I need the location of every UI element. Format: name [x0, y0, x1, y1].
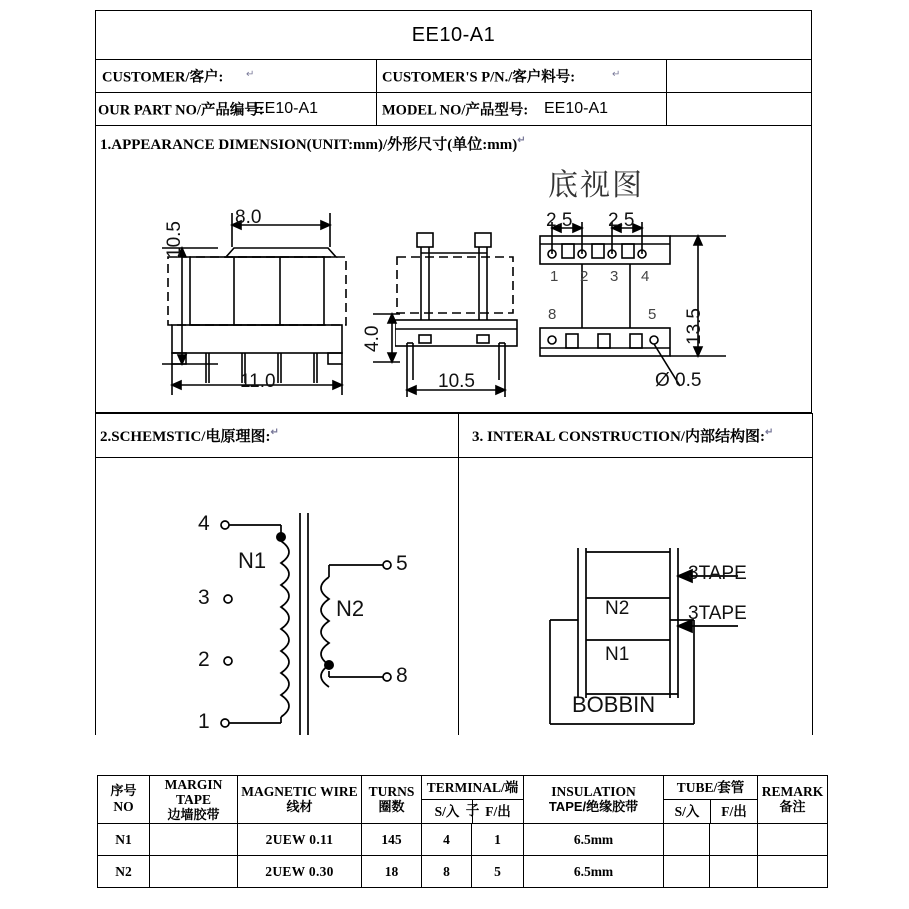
- cell-turns: 145: [362, 824, 422, 856]
- frame-line-right: [812, 413, 813, 735]
- frame-line-subheader: [95, 457, 812, 458]
- th-turns: TURNS 圈数: [362, 776, 422, 824]
- construction-bobbin-label: BOBBIN: [572, 692, 656, 717]
- cell-tube-s: [664, 824, 710, 856]
- schematic-pin-5: 5: [396, 552, 408, 575]
- th-tube-f: F/出: [721, 804, 747, 819]
- schematic-winding-n1: N1: [238, 548, 267, 573]
- th-terminal: TERMINAL/端子 S/入 F/出: [422, 776, 524, 824]
- table-row: [98, 856, 828, 888]
- winding-table: [97, 775, 828, 888]
- cell-tube-f: [710, 824, 758, 856]
- construction-layer-n2: N2: [605, 598, 630, 619]
- th-no: 序号 NO: [98, 776, 150, 824]
- bottom-view-pitch-dim-1: 2.5: [546, 210, 573, 231]
- front-view-height-dim: 10.5: [164, 221, 185, 258]
- schematic-winding-n2: N2: [336, 596, 365, 621]
- th-remark: REMARK 备注: [758, 776, 828, 824]
- bottom-view-pin-8: 8: [548, 306, 557, 323]
- construction-tape-label-2: 3TAPE: [688, 603, 747, 624]
- schematic-pin-1: 1: [198, 710, 210, 733]
- th-tube-s: S/入: [664, 800, 711, 823]
- construction-heading: 3. INTERAL CONSTRUCTION/内部结构图:↵: [472, 427, 774, 445]
- spec-divider: [666, 60, 667, 92]
- spec-row-customer: [95, 60, 812, 93]
- spec-divider: [376, 93, 377, 125]
- th-insulation-tape: INSULATION TAPE/绝缘胶带: [524, 776, 664, 824]
- page-title: EE10-A1: [411, 23, 496, 46]
- frame-line-top: [95, 413, 812, 414]
- schematic-pin-2: 2: [198, 648, 210, 671]
- bottom-view-pin-4: 4: [641, 268, 650, 285]
- cell-no: N2: [98, 856, 150, 888]
- our-part-no-label: OUR PART NO/产品编号:: [98, 102, 264, 119]
- th-tube: TUBE/套管 S/入 F/出: [664, 776, 758, 824]
- schematic-heading: 2.SCHEMSTIC/电原理图:↵: [100, 427, 279, 445]
- cell-insulation-tape: 6.5mm: [524, 856, 664, 888]
- model-no-value: EE10-A1: [544, 100, 609, 117]
- cell-terminal-s: 8: [422, 856, 472, 888]
- construction-layer-n1: N1: [605, 644, 630, 665]
- cell-magnetic-wire: 2UEW 0.30: [238, 856, 362, 888]
- appearance-heading: 1.APPEARANCE DIMENSION(UNIT:mm)/外形尺寸(单位:mm)↵: [100, 135, 526, 153]
- cell-margin-tape: [150, 856, 238, 888]
- schematic-pin-8: 8: [396, 664, 408, 687]
- th-magnetic-wire: MAGNETIC WIRE 线材: [238, 776, 362, 824]
- frame-divider-vertical: [458, 413, 459, 735]
- cell-turns: 18: [362, 856, 422, 888]
- bottom-view-pin-2: 2: [580, 268, 589, 285]
- front-view-drawing: [160, 205, 410, 400]
- schematic-pin-4: 4: [198, 512, 210, 535]
- transformer-schematic-drawing: [195, 505, 425, 740]
- pilcrow-mark: ↵: [612, 69, 621, 80]
- title-block: [95, 10, 812, 60]
- cell-terminal-f: 1: [472, 824, 524, 856]
- th-terminal-s: S/入: [422, 800, 473, 823]
- schematic-pin-3: 3: [198, 586, 210, 609]
- bottom-view-drawing: [530, 208, 735, 398]
- side-view-pin-height-dim: 4.0: [362, 325, 383, 352]
- bottom-view-pin-5: 5: [648, 306, 657, 323]
- cell-terminal-s: 4: [422, 824, 472, 856]
- pilcrow-mark: ↵: [246, 69, 255, 80]
- cell-remark: [758, 856, 828, 888]
- cell-tube-f: [710, 856, 758, 888]
- our-part-no-value: EE10-A1: [254, 100, 319, 117]
- th-terminal-f: F/出: [485, 804, 511, 819]
- spec-divider: [376, 60, 377, 92]
- cell-remark: [758, 824, 828, 856]
- cell-terminal-f: 5: [472, 856, 524, 888]
- construction-tape-label-1: 3TAPE: [688, 563, 747, 584]
- bottom-view-hole-dim: Ø 0.5: [655, 370, 702, 391]
- model-no-label: MODEL NO/产品型号:: [382, 102, 529, 119]
- customer-label: CUSTOMER/客户:: [102, 69, 224, 86]
- cell-no: N1: [98, 824, 150, 856]
- side-view-base-dim: 10.5: [438, 371, 475, 392]
- front-view-width-dim: 8.0: [235, 207, 262, 228]
- cell-margin-tape: [150, 824, 238, 856]
- spec-row-partno: [95, 93, 812, 126]
- bottom-view-pitch-dim-2: 2.5: [608, 210, 635, 231]
- cell-tube-s: [664, 856, 710, 888]
- customer-pn-label: CUSTOMER'S P/N./客户料号:: [382, 69, 576, 86]
- table-header-row: [98, 776, 828, 824]
- bottom-view-pin-1: 1: [550, 268, 559, 285]
- table-row: [98, 824, 828, 856]
- th-margin-tape: MARGIN TAPE 边墙胶带: [150, 776, 238, 824]
- front-view-base-dim: 11.0: [240, 371, 276, 392]
- bottom-view-overall-dim: 13.5: [684, 308, 705, 345]
- cell-magnetic-wire: 2UEW 0.11: [238, 824, 362, 856]
- frame-line-left: [95, 413, 96, 735]
- bottom-view-pin-3: 3: [610, 268, 619, 285]
- spec-divider: [666, 93, 667, 125]
- bottom-view-label: 底视图: [548, 169, 644, 202]
- cell-insulation-tape: 6.5mm: [524, 824, 664, 856]
